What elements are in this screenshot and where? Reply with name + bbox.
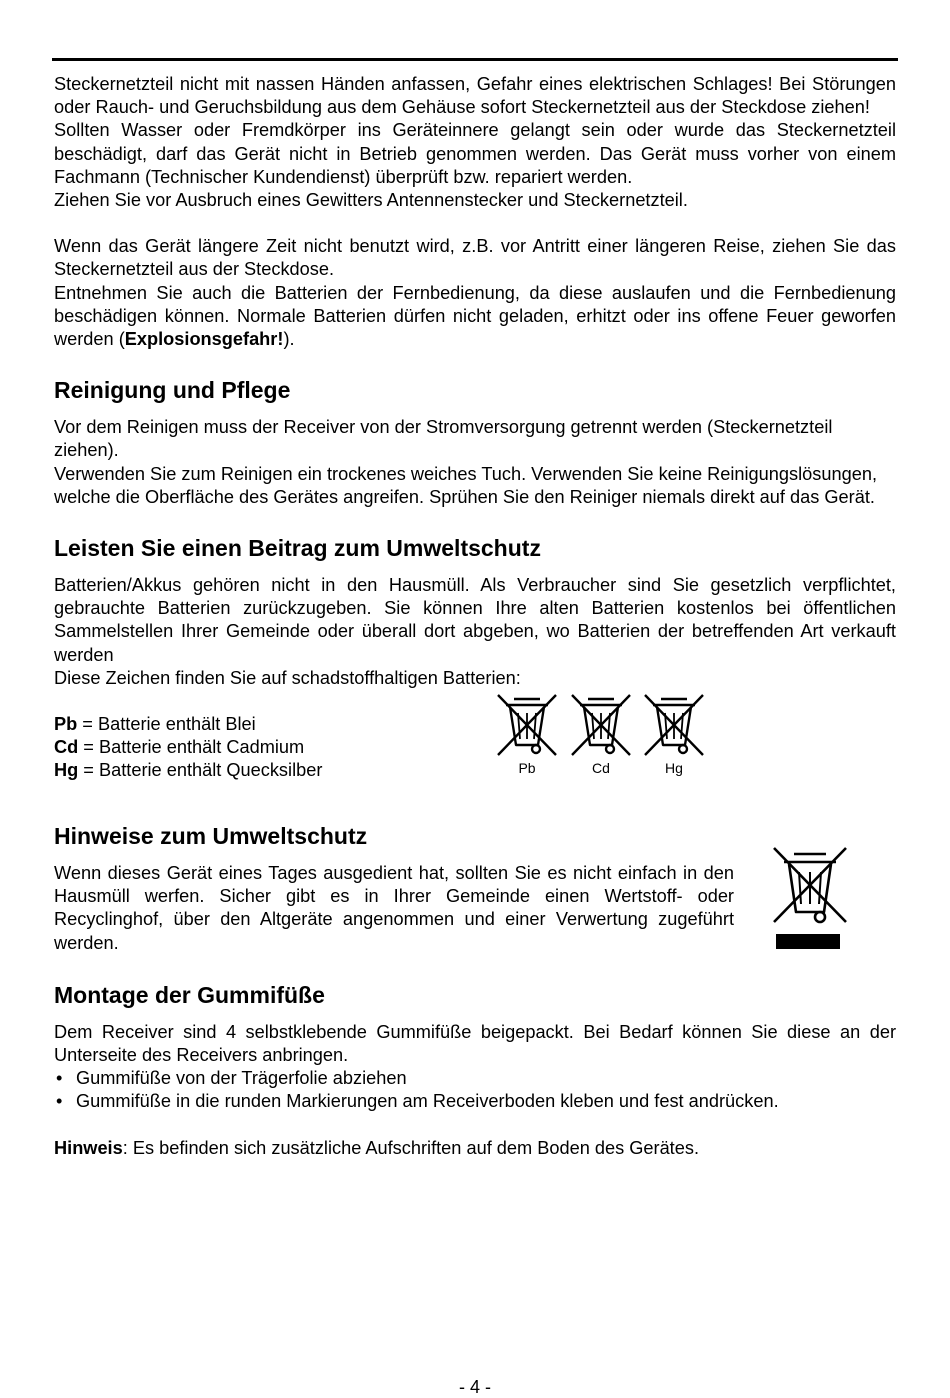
top-rule bbox=[52, 58, 898, 61]
list-item: • Gummifüße von der Trägerfolie abziehen bbox=[54, 1067, 896, 1090]
battery-item-pb: Pb = Batterie enthält Blei bbox=[54, 714, 256, 735]
page-number: - 4 - bbox=[458, 1377, 491, 1397]
disposal-paragraph: Wenn dieses Gerät eines Tages ausgedient hat, sollten Sie es nicht einfach in den Hausmüll werfen. Sicher gibt es in Ihrer Gemeinde einen Wertstoff- oder Recyclinghof, über den Altgeräte angenommen und einer Verwertung zugeführt werden. bbox=[54, 863, 734, 953]
explosion-warning: Explosionsgefahr! bbox=[124, 329, 284, 350]
heading-cleaning: Reinigung und Pflege bbox=[54, 377, 291, 404]
crossed-out-bin-pb-icon: Pb bbox=[496, 693, 558, 783]
mounting-steps bbox=[54, 1067, 896, 1113]
heading-disposal: Hinweise zum Umweltschutz bbox=[54, 823, 368, 850]
list-item: • Gummifüße in die runden Markierungen am Receiverboden kleben und fest andrücken. bbox=[54, 1090, 896, 1113]
battery-list bbox=[54, 713, 896, 783]
mounting-paragraph: Dem Receiver sind 4 selbstklebende Gummifüße beigepackt. Bei Bedarf können Sie diese an der Unterseite des Receivers anbringen. bbox=[54, 1021, 896, 1066]
heading-environment: Leisten Sie einen Beitrag zum Umweltschutz bbox=[54, 535, 541, 562]
mounting-note: Hinweis: Es befinden sich zusätzliche Aufschriften auf dem Boden des Gerätes. bbox=[54, 1137, 699, 1158]
cleaning-paragraph-2: Verwenden Sie zum Reinigen ein trockenes weiches Tuch. Verwenden Sie keine Reinigungslösungen, welche die Oberfläche des Gerätes angreifen. Sprühen Sie den Reiniger niemals direkt auf das Gerät. bbox=[54, 463, 877, 507]
intro-paragraph-5: Entnehmen Sie auch die Batterien der Fernbedienung, da diese auslaufen und die Fernbedienung beschädigen können. Normale Batterien dürfen nicht geladen, erhitzt oder ins offene Feuer geworfen werden (Explosionsgefahr!). bbox=[54, 282, 896, 350]
intro-paragraph-4: Wenn das Gerät längere Zeit nicht benutzt wird, z.B. vor Antritt einer längeren Reise, ziehen Sie das Steckernetzteil aus der Steckdose. bbox=[54, 236, 896, 280]
disposal-block bbox=[54, 862, 896, 955]
intro-paragraph-2: Sollten Wasser oder Fremdkörper ins Geräteinnere gelangt sein oder wurde das Steckernetzteil beschädigt, darf das Gerät nicht in Betrieb genommen werden. Das Gerät muss vorher von einem Fachmann (Technischer Kundendienst) überprüft bzw. repariert werden. bbox=[54, 120, 896, 187]
page-content bbox=[54, 73, 896, 1160]
battery-item-cd: Cd = Batterie enthält Cadmium bbox=[54, 737, 305, 758]
heading-mounting: Montage der Gummifüße bbox=[54, 981, 325, 1008]
environment-paragraph-2: Diese Zeichen finden Sie auf schadstoffhaltigen Batterien: bbox=[54, 667, 521, 688]
crossed-out-bin-hg-icon: Hg bbox=[643, 693, 705, 783]
weee-bin-icon bbox=[770, 842, 850, 954]
crossed-out-bin-cd-icon: Cd bbox=[570, 693, 632, 783]
intro-paragraph-1: Steckernetzteil nicht mit nassen Händen anfassen, Gefahr eines elektrischen Schlages! Bei Störungen oder Rauch- und Geruchsbildung aus dem Gehäuse sofort Steckernetzteil aus der Steckdose ziehen! bbox=[54, 74, 896, 118]
intro-paragraph-3: Ziehen Sie vor Ausbruch eines Gewitters Antennenstecker und Steckernetzteil. bbox=[54, 190, 688, 211]
battery-bin-icons bbox=[496, 693, 711, 783]
battery-item-hg: Hg = Batterie enthält Quecksilber bbox=[54, 760, 323, 781]
battery-symbols-row bbox=[54, 713, 896, 809]
cleaning-paragraph-1: Vor dem Reinigen muss der Receiver von der Stromversorgung getrennt werden (Steckernetzteil ziehen). bbox=[54, 417, 833, 461]
environment-paragraph-1: Batterien/Akkus gehören nicht in den Hausmüll. Als Verbraucher sind Sie gesetzlich verpflichtet, gebrauchte Batterien zurückzugeben. Sie können Ihre alten Batterien kostenlos bei öffentlichen Sammelstellen Ihrer Gemeinde oder überall dort abgeben, wo Batterien der betreffenden Art verkauft werden bbox=[54, 575, 896, 665]
